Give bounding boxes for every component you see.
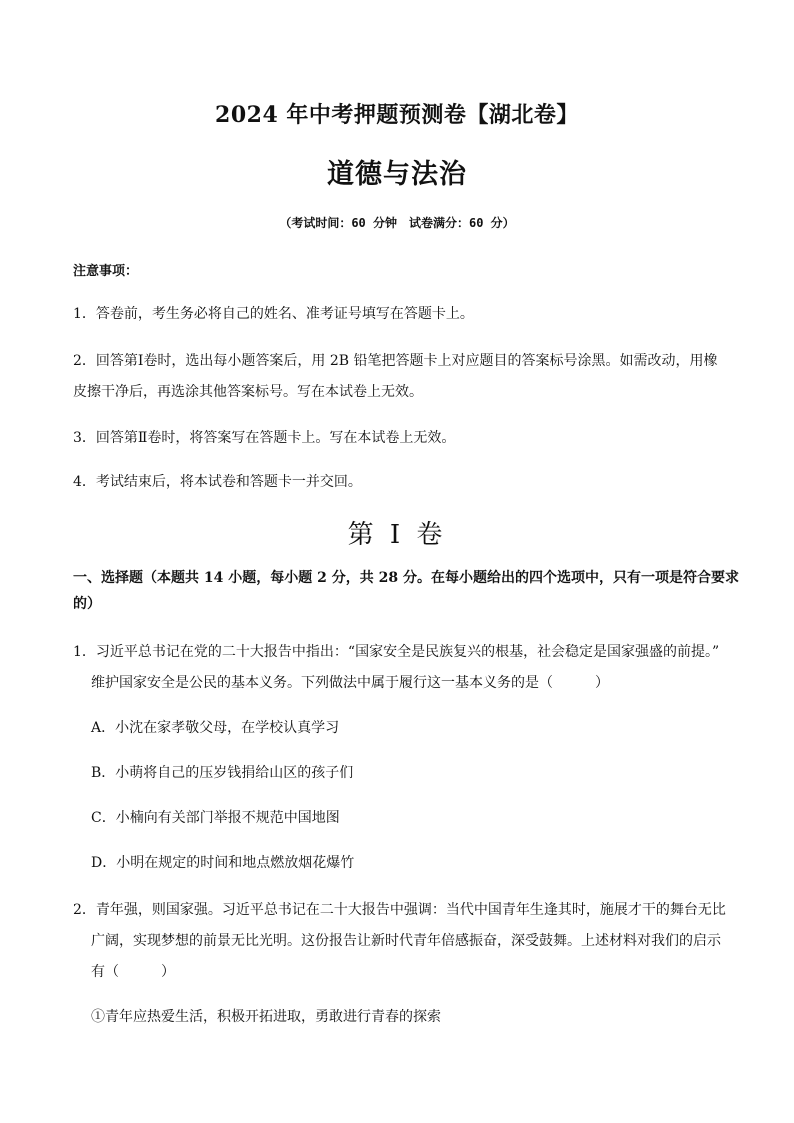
note-item-1: 1．答卷前，考生务必将自己的姓名、准考证号填写在答题卡上。 (73, 306, 474, 322)
subject-title: 道德与法治 (327, 159, 467, 190)
exam-info: （考试时间：60 分钟 试卷满分：60 分） (279, 216, 515, 230)
section-instruction: 一、选择题（本题共 14 小题，每小题 2 分，共 28 分。在每小题给出的四个选项中，只有一项是符合要求 (73, 570, 739, 586)
exam-title: 2024 年中考押题预测卷【湖北卷】 (215, 102, 579, 128)
question-1-option-b: B．小萌将自己的压岁钱捐给山区的孩子们 (91, 765, 354, 781)
section-instruction-continued: 的） (73, 596, 101, 612)
question-2-stem-end: 有（ ） (91, 964, 175, 980)
note-item-2: 2．回答第Ⅰ卷时，选出每小题答案后，用 2B 铅笔把答题卡上对应题目的答案标号涂黑。如需改动，用橡 (73, 353, 718, 369)
note-item-2-continued: 皮擦干净后，再选涂其他答案标号。写在本试卷上无效。 (73, 384, 423, 400)
question-1-stem: 1．习近平总书记在党的二十大报告中指出：“国家安全是民族复兴的根基，社会稳定是国家强盛的前提。” (73, 644, 720, 660)
note-item-4: 4．考试结束后，将本试卷和答题卡一并交回。 (73, 474, 362, 490)
section-title: 第 I 卷 (347, 520, 447, 550)
question-1-option-c: C．小楠向有关部门举报不规范中国地图 (91, 810, 340, 826)
question-1-option-a: A．小沈在家孝敬父母，在学校认真学习 (91, 720, 340, 736)
note-item-3: 3．回答第Ⅱ卷时，将答案写在答题卡上。写在本试卷上无效。 (73, 430, 456, 446)
question-2-option-1: ①青年应热爱生活，积极开拓进取，勇敢进行青春的探索 (91, 1009, 441, 1025)
question-1-stem-continued: 维护国家安全是公民的基本义务。下列做法中属于履行这一基本义务的是（ ） (91, 675, 609, 691)
question-1-option-d: D．小明在规定的时间和地点燃放烟花爆竹 (91, 855, 355, 871)
notes-heading: 注意事项： (73, 264, 139, 279)
question-2-stem: 2．青年强，则国家强。习近平总书记在二十大报告中强调：当代中国青年生逢其时，施展才干的舞台无比 (73, 902, 726, 918)
question-2-stem-continued: 广阔，实现梦想的前景无比光明。这份报告让新时代青年倍感振奋，深受鼓舞。上述材料对我们的启示 (91, 933, 721, 949)
